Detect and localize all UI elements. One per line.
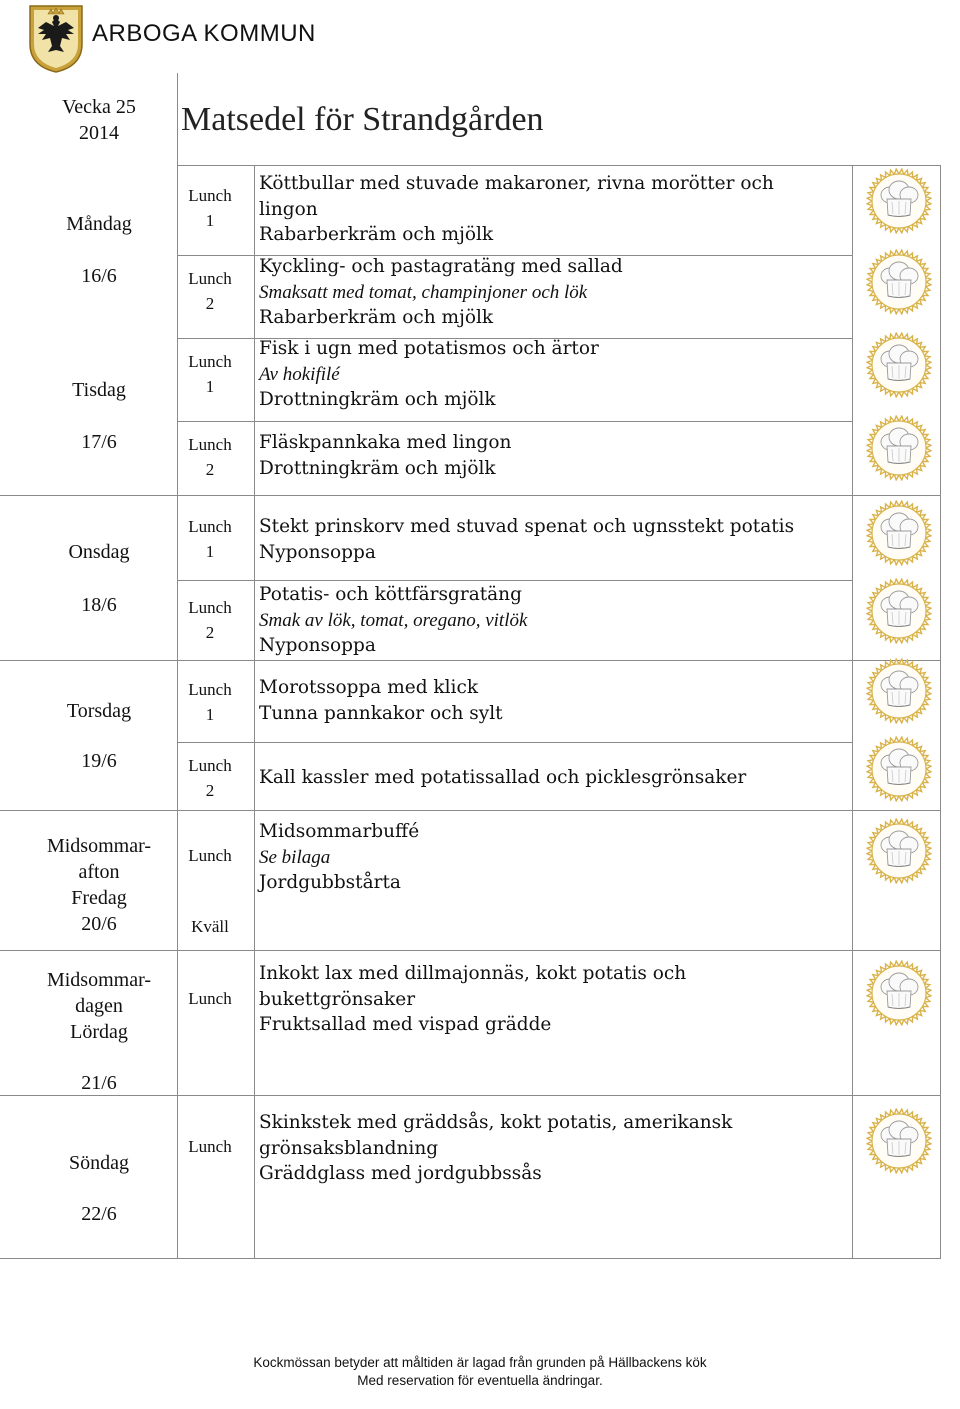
meal-label: Lunch 1 (188, 352, 232, 396)
day-label: Fredag (71, 887, 127, 909)
org-name: ARBOGA KOMMUN (92, 20, 316, 47)
day-label: Måndag (66, 213, 132, 235)
dish-cell: Inkokt lax med dillmajonnäs, kokt potatis och bukettgrönsaker Fruktsallad med vispad grädde (259, 963, 687, 1035)
dish-cell: Midsommarbuffé Se bilaga Jordgubbstårta (259, 821, 420, 893)
row-divider (178, 742, 852, 743)
day-label: Lördag (70, 1021, 128, 1043)
dish-cell: Kall kassler med potatissallad och picklesgrönsaker (259, 767, 747, 788)
chef-hat-icon (866, 658, 932, 724)
day-label: Midsommar- (46, 835, 152, 857)
row-divider (0, 495, 941, 496)
meal-label: Lunch (188, 1137, 232, 1156)
meal-label: Lunch 2 (188, 269, 232, 313)
day-label: afton (78, 861, 120, 883)
date-label: 17/6 (81, 431, 117, 453)
page-title: Matsedel för Strandgården (181, 101, 544, 138)
chef-hat-icon (866, 960, 932, 1026)
footer-note: Kockmössan betyder att måltiden är lagad från grunden på Hällbackens kök (253, 1355, 707, 1370)
meal-label-evening: Kväll (191, 917, 229, 936)
date-label: 20/6 (81, 913, 117, 935)
chef-hat-icon (866, 415, 932, 481)
row-divider (178, 421, 852, 422)
row-divider (0, 810, 941, 811)
date-label: 16/6 (81, 265, 117, 287)
crest-icon (26, 4, 86, 74)
meal-label: Lunch 1 (188, 680, 232, 724)
row-divider (178, 580, 852, 581)
meal-label: Lunch 1 (188, 517, 232, 561)
header-rule (177, 165, 941, 166)
chef-hat-icon (866, 578, 932, 644)
date-label: 18/6 (81, 594, 117, 616)
date-label: 21/6 (81, 1072, 117, 1094)
day-label: Söndag (69, 1152, 129, 1174)
chef-hat-icon (866, 500, 932, 566)
dish-cell: Köttbullar med stuvade makaroner, rivna morötter och lingon Rabarberkräm och mjölk (259, 173, 774, 245)
chef-hat-icon (866, 818, 932, 884)
date-label: 22/6 (81, 1203, 117, 1225)
meal-label: Lunch 1 (188, 186, 232, 230)
dish-cell: Fisk i ugn med potatismos och ärtor Av hokifilé Drottningkräm och mjölk (259, 338, 599, 410)
day-label: Onsdag (68, 541, 130, 563)
meal-label: Lunch (188, 989, 232, 1008)
dish-cell: Potatis- och köttfärsgratäng Smak av lök, tomat, oregano, vitlök Nyponsoppa (259, 584, 528, 656)
meal-label: Lunch 2 (188, 435, 232, 479)
date-label: 19/6 (81, 750, 117, 772)
year-label: 2014 (79, 122, 119, 144)
row-divider (0, 1258, 941, 1259)
dish-cell: Fläskpannkaka med lingon Drottningkräm och mjölk (259, 432, 512, 479)
chef-hat-icon (866, 249, 932, 315)
day-label: Torsdag (66, 700, 132, 722)
meal-label: Lunch 2 (188, 598, 232, 642)
footer-disclaimer: Med reservation för eventuella ändringar. (357, 1373, 603, 1388)
row-divider (0, 950, 941, 951)
day-label: Midsommar- (46, 969, 152, 991)
dish-cell: Kyckling- och pastagratäng med sallad Smaksatt med tomat, champinjoner och lök Rabarberkräm och mjölk (259, 256, 623, 328)
day-label: dagen (75, 995, 123, 1017)
day-label: Tisdag (72, 379, 126, 401)
dish-cell: Stekt prinskorv med stuvad spenat och ugnsstekt potatis Nyponsoppa (259, 516, 795, 563)
chef-hat-icon (866, 332, 932, 398)
municipality-logo (26, 4, 86, 74)
row-divider (0, 660, 941, 661)
week-label: Vecka 25 (62, 96, 136, 118)
chef-hat-icon (866, 168, 932, 234)
chef-hat-icon (866, 1108, 932, 1174)
dish-cell: Skinkstek med gräddsås, kokt potatis, amerikansk grönsaksblandning Gräddglass med jordgubbssås (259, 1112, 733, 1184)
dish-cell: Morotssoppa med klick Tunna pannkakor och sylt (259, 677, 503, 724)
meal-label: Lunch (188, 846, 232, 865)
chef-hat-icon (866, 736, 932, 802)
meal-label: Lunch 2 (188, 756, 232, 800)
